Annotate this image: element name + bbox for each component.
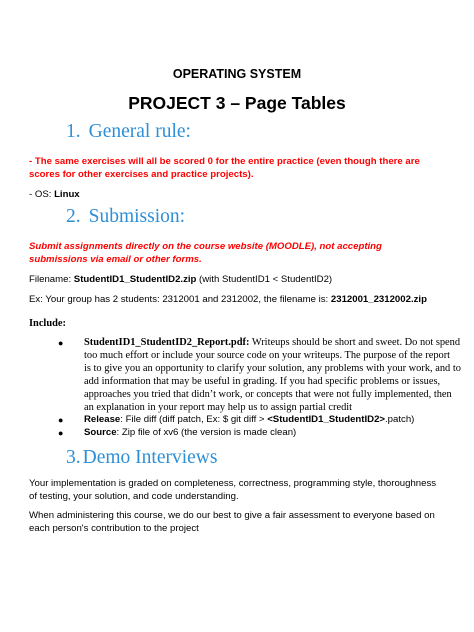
demo-paragraph-1: [29, 478, 436, 503]
warning-text: [29, 156, 420, 181]
source-item: [84, 427, 296, 440]
example-line: [29, 294, 427, 307]
report-line: too much effort or include your source code on your writeups. The purpose of the report: [84, 350, 451, 361]
notice-line: submissions via email or other forms.: [29, 253, 202, 265]
section-title: General rule:: [88, 121, 191, 142]
paragraph-line: Your implementation is graded on completeness, correctness, programming style, thoroughness: [29, 478, 437, 489]
section-title: Submission:: [88, 206, 186, 227]
os-line: [29, 189, 80, 202]
section-heading-general: [66, 121, 191, 143]
source-label: Source: [84, 427, 117, 438]
paragraph-line: each person's contribution to the project: [29, 522, 199, 534]
filename-line: [29, 274, 332, 287]
include-label: Include:: [29, 318, 66, 329]
release-item: [84, 414, 414, 427]
section-number: 2.: [66, 206, 81, 227]
section-number: 1.: [66, 121, 81, 142]
section-title: Demo Interviews: [82, 447, 218, 468]
report-line: add information that may be useful in grading. If you had specific problems or issues,: [84, 376, 441, 387]
bullet-icon: ●: [58, 338, 64, 348]
report-line: an explanation in your report may help us to assign partial credit: [84, 402, 353, 413]
report-filename: StudentID1_StudentID2_Report.pdf:: [84, 337, 250, 348]
report-line: approaches you tried that didn’t work, or concepts that were not fully implemented, then: [84, 389, 452, 400]
filename-note: (with StudentID1 < StudentID2): [196, 274, 333, 285]
release-placeholder: <StudentID1_StudentID2>: [267, 414, 386, 425]
example-text: Ex: Your group has 2 students: 2312001 and 2312002, the filename is:: [29, 294, 331, 305]
report-line: Writeups should be short and sweet. Do not spend: [249, 337, 461, 348]
section-heading-submission: [66, 206, 185, 228]
submission-notice: [29, 241, 382, 266]
warning-line: scores for other exercises and practice projects).: [29, 168, 254, 180]
course-title: OPERATING SYSTEM: [172, 67, 302, 81]
section-number: 3.: [66, 447, 81, 468]
source-text: : Zip file of xv6 (the version is made clean): [116, 427, 297, 438]
bullet-icon: ●: [58, 415, 64, 425]
section-heading-demo: [66, 447, 217, 469]
os-value: Linux: [54, 189, 80, 200]
paragraph-line: of testing, your solution, and code understanding.: [29, 490, 239, 502]
notice-line: Submit assignments directly on the course website (MOODLE), not accepting: [29, 241, 382, 252]
release-label: Release: [84, 414, 121, 425]
filename-value: StudentID1_StudentID2.zip: [73, 274, 197, 285]
os-label: - OS:: [29, 189, 55, 200]
report-line: is to give you an opportunity to clarify your solution, any problems with your work, and to: [84, 363, 461, 374]
project-title: PROJECT 3 – Page Tables: [128, 93, 346, 113]
warning-line: - The same exercises will all be scored 0 for the entire practice (even though there are: [29, 156, 420, 167]
release-text: : File diff (diff patch, Ex: $ git diff >: [120, 414, 268, 425]
demo-paragraph-2: [29, 510, 435, 535]
release-suffix: .patch): [385, 414, 415, 425]
example-filename: 2312001_2312002.zip: [330, 294, 427, 305]
bullet-icon: ●: [58, 428, 64, 438]
paragraph-line: When administering this course, we do our best to give a fair assessment to everyone based on: [29, 510, 435, 521]
report-item: [84, 336, 461, 414]
filename-label: Filename:: [29, 274, 74, 285]
